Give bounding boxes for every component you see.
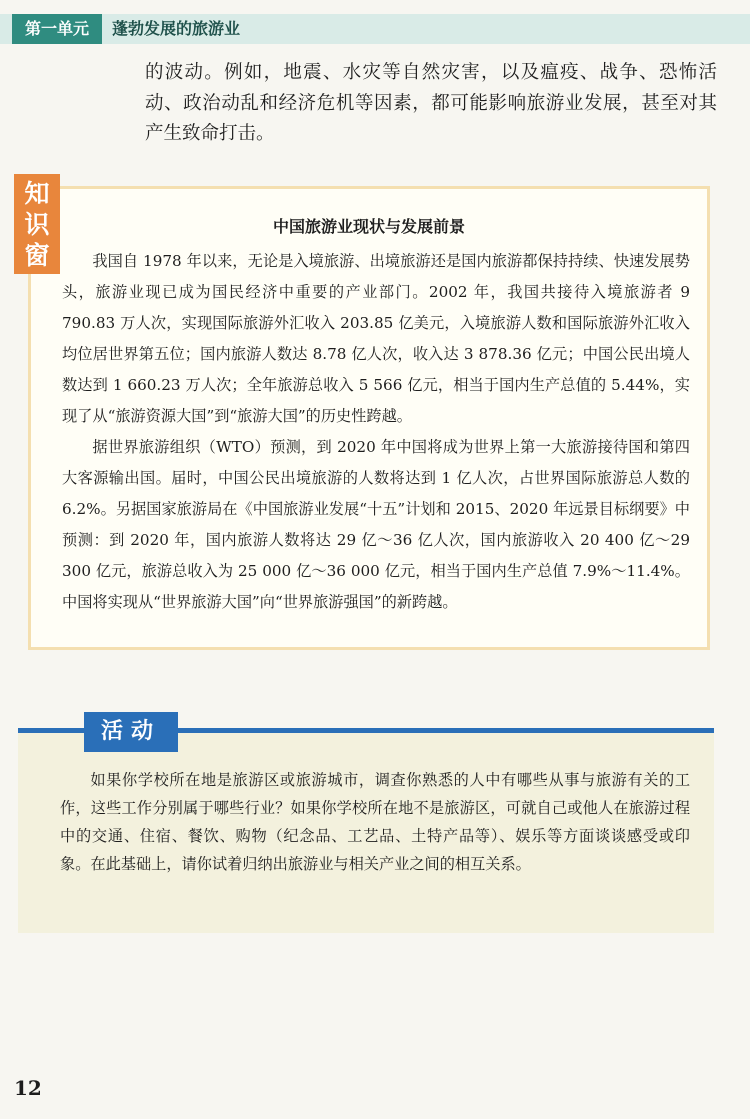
activity-label: 活动 [84,712,178,752]
intro-paragraph: 的波动。例如，地震、水灾等自然灾害，以及瘟疫、战争、恐怖活动、政治动乱和经济危机等因素，都可能影响旅游业发展，甚至对其产生致命打击。 [145,62,717,144]
unit-title: 蓬勃发展的旅游业 [112,19,241,38]
unit-label: 第一单元 [12,14,102,44]
knowledge-paragraph: 据世界旅游组织（WTO）预测，到 2020 年中国将成为世界上第一大旅游接待国和第四大客源输出国。届时，中国公民出境旅游的人数将达到 1 亿人次，占世界国际旅游总人数的 6.2%。另据国家旅游局在《中国旅游业发展“十五”计划和 2015、2020 年远景目标纲要》中预测：到 2020 年，国内旅游人数将达 29 亿～36 亿人次，国内旅游收入 20 400 亿～29 300 亿元，旅游总收入为 25 000 亿～36 000 亿元，相当于国内生产总值 7.9%～11.4%。中国将实现从“世界旅游大国”向“世界旅游强国”的新跨越。 [62,438,690,611]
activity-paragraph: 如果你学校所在地是旅游区或旅游城市，调查你熟悉的人中有哪些从事与旅游有关的工作，这些工作分别属于哪些行业？如果你学校所在地不是旅游区，可就自己或他人在旅游过程中的交通、住宿、餐饮、购物（纪念品、工艺品、土特产品等）、娱乐等方面谈谈感受或印象。在此基础上，请你试着归纳出旅游业与相关产业之间的相互关系。 [60,771,690,873]
activity-body [60,766,690,878]
knowledge-window-tag: 知识窗 [14,174,60,274]
knowledge-window-title: 中国旅游业现状与发展前景 [272,217,465,236]
knowledge-paragraph: 我国自 1978 年以来，无论是入境旅游、出境旅游还是国内旅游都保持持续、快速发展势头，旅游业现已成为国民经济中重要的产业部门。2002 年，我国共接待入境旅游者 9 790.83 万人次，实现国际旅游外汇收入 203.85 亿美元，入境旅游人数和国际旅游外汇收入均位居世界第五位；国内旅游人数达 8.78 亿人次，收入达 3 878.36 亿元；中国公民出境人数达到 1 660.23 万人次；全年旅游总收入 5 566 亿元，相当于国内生产总值的 5.44%，实现了从“旅游资源大国”到“旅游大国”的历史性跨越。 [62,252,690,425]
page-number: 12 [14,1076,42,1100]
knowledge-window-body [62,246,690,618]
unit-header [0,14,750,44]
